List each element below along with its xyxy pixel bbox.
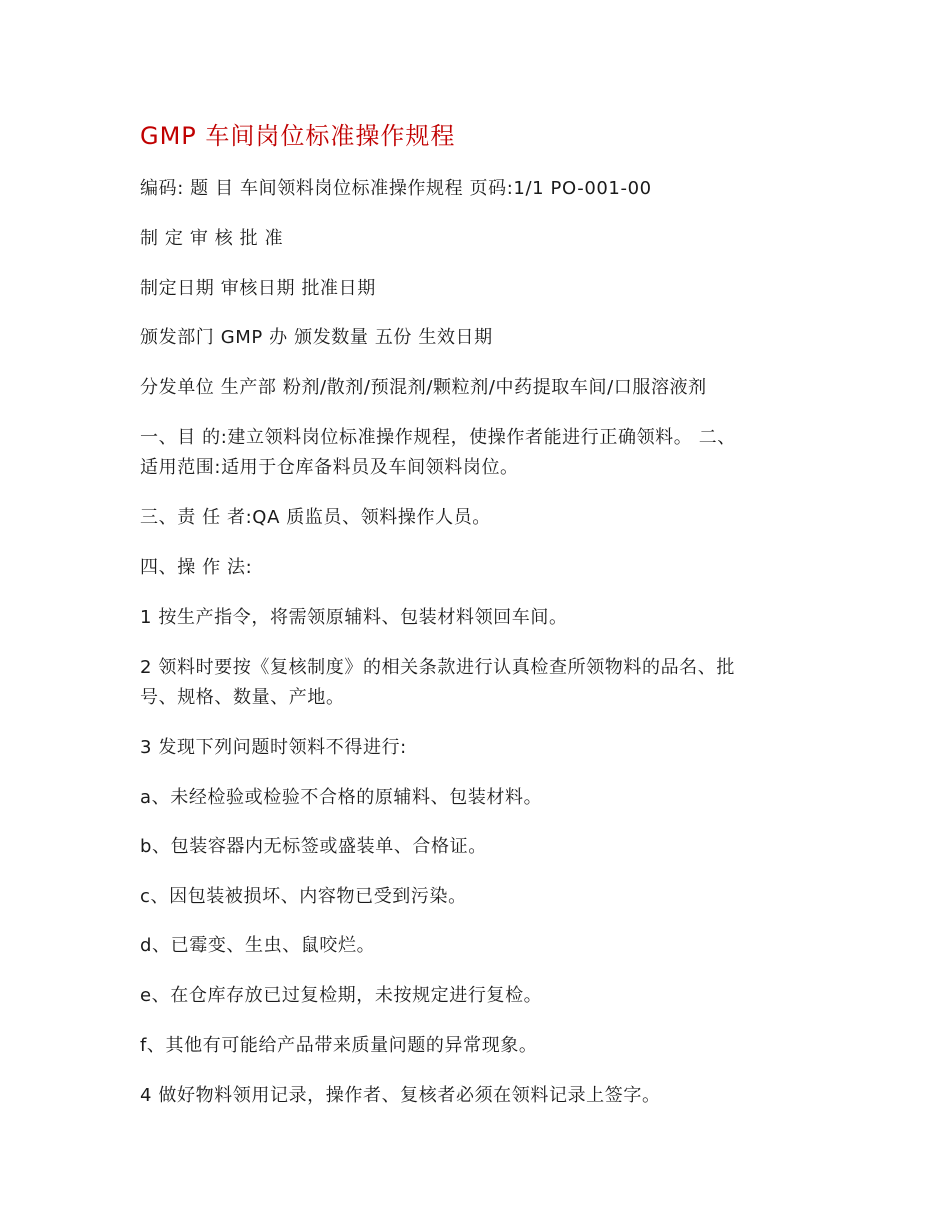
procedure-heading: 四、操 作 法: [140,557,253,578]
step-3: 3 发现下列问题时领料不得进行: [140,737,407,758]
header-issue-line: 颁发部门 GMP 办 颁发数量 五份 生效日期 [140,327,493,348]
item-f: f、其他有可能给产品带来质量问题的异常现象。 [140,1035,538,1056]
item-b: b、包装容器内无标签或盛装单、合格证。 [140,836,487,857]
header-distribution-line: 分发单位 生产部 粉剂/散剂/预混剂/颗粒剂/中药提取车间/口服溶液剂 [140,377,707,398]
item-d: d、已霉变、生虫、鼠咬烂。 [140,935,376,956]
item-e: e、在仓库存放已过复检期，未按规定进行复检。 [140,985,543,1006]
step-2-line-2: 号、规格、数量、产地。 [140,687,345,708]
header-roles-line: 制 定 审 核 批 准 [140,228,284,249]
purpose-scope-line-2: 适用范围:适用于仓库备料员及车间领料岗位。 [140,457,519,478]
purpose-scope-line-1: 一、目 的:建立领料岗位标准操作规程，使操作者能进行正确领料。 二、 [140,427,736,448]
item-a: a、未经检验或检验不合格的原辅料、包装材料。 [140,787,543,808]
header-code-line: 编码: 题 目 车间领料岗位标准操作规程 页码:1/1 PO-001-00 [140,178,652,199]
document-title: GMP 车间岗位标准操作规程 [140,122,456,150]
step-4: 4 做好物料领用记录，操作者、复核者必须在领料记录上签字。 [140,1085,661,1106]
responsible-line: 三、责 任 者:QA 质监员、领料操作人员。 [140,507,491,528]
step-2-line-1: 2 领料时要按《复核制度》的相关条款进行认真检查所领物料的品名、批 [140,657,735,678]
step-1: 1 按生产指令，将需领原辅料、包装材料领回车间。 [140,607,568,628]
header-dates-line: 制定日期 审核日期 批准日期 [140,278,376,299]
item-c: c、因包装被损坏、内容物已受到污染。 [140,886,467,907]
